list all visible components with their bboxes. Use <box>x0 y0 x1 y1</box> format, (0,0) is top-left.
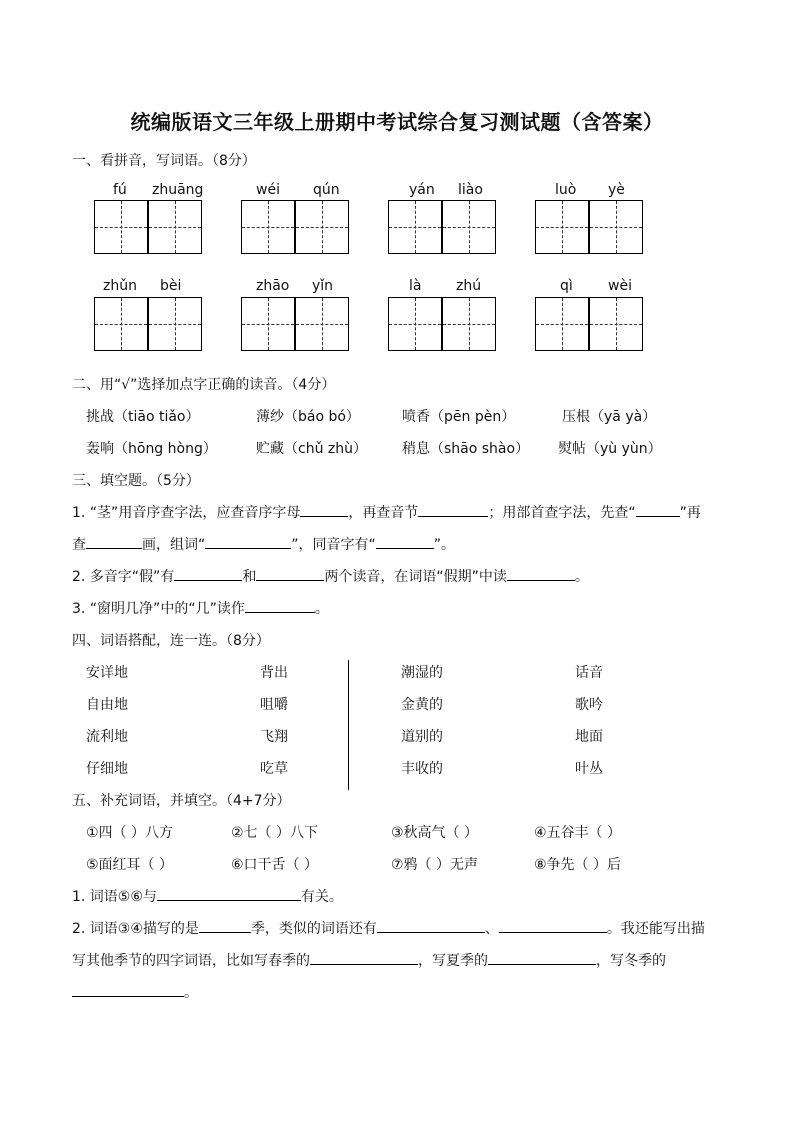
answer-blank[interactable] <box>86 534 142 549</box>
question-text: 和 <box>242 569 257 585</box>
writing-box[interactable] <box>148 200 202 254</box>
answer-blank[interactable] <box>376 534 434 549</box>
match-word[interactable]: 歌吟 <box>575 697 603 713</box>
pinyin: yǐn <box>312 278 334 294</box>
writing-box[interactable] <box>94 200 148 254</box>
question-text: ，写冬季的 <box>596 953 666 969</box>
pinyin: là <box>409 278 422 294</box>
question-5-2-cont <box>72 950 666 970</box>
writing-box[interactable] <box>148 297 202 351</box>
section-2-heading: 二、用“√”选择加点字正确的读音。（4分） <box>72 377 336 393</box>
idiom-item[interactable]: ⑧争先（ ）后 <box>534 857 622 873</box>
pinyin: fú <box>113 182 127 198</box>
writing-box[interactable] <box>241 297 295 351</box>
question-text: 1. 词语⑤⑥与 <box>72 889 157 905</box>
answer-blank[interactable] <box>256 566 324 581</box>
match-word[interactable]: 自由地 <box>86 697 128 713</box>
pinyin: zhāo <box>256 278 290 294</box>
section-1-heading: 一、看拼音，写词语。（8分） <box>72 153 256 169</box>
pinyin: qún <box>313 182 340 198</box>
match-word[interactable]: 丰收的 <box>401 761 443 777</box>
answer-blank[interactable] <box>174 566 242 581</box>
question-3-3 <box>72 598 329 618</box>
match-word[interactable]: 飞翔 <box>260 729 288 745</box>
question-text: ”再 <box>679 505 701 521</box>
match-word[interactable]: 吃草 <box>260 761 288 777</box>
writing-box[interactable] <box>295 200 349 254</box>
reading-choice[interactable]: 薄纱（báo bó） <box>256 409 360 425</box>
writing-box[interactable] <box>94 297 148 351</box>
answer-blank[interactable] <box>499 918 607 933</box>
writing-box[interactable] <box>442 297 496 351</box>
match-word[interactable]: 地面 <box>575 729 603 745</box>
answer-blank[interactable] <box>636 502 680 517</box>
section-4-heading: 四、词语搭配，连一连。（8分） <box>72 633 270 649</box>
question-text: 、 <box>484 921 499 937</box>
question-5-2-end <box>72 982 198 1002</box>
answer-blank[interactable] <box>199 918 251 933</box>
question-3-2 <box>72 566 589 586</box>
answer-blank[interactable] <box>157 886 301 901</box>
pinyin: liào <box>458 182 483 198</box>
idiom-item[interactable]: ③秋高气（ ） <box>391 825 479 841</box>
writing-box[interactable] <box>442 200 496 254</box>
question-text: 写其他季节的四字词语，比如写春季的 <box>72 953 310 969</box>
answer-blank[interactable] <box>245 598 315 613</box>
pinyin: zhǔn <box>103 278 137 294</box>
question-text: 。我还能写出描 <box>606 921 705 937</box>
question-text: 画，组词“ <box>142 537 206 553</box>
section-5-heading: 五、补充词语，并填空。（4+7分） <box>72 793 291 809</box>
reading-choice[interactable]: 熨帖（yù yùn） <box>558 441 662 457</box>
section-3-heading: 三、填空题。（5分） <box>72 473 200 489</box>
question-5-1 <box>72 886 343 906</box>
writing-box[interactable] <box>388 200 442 254</box>
answer-blank[interactable] <box>205 534 291 549</box>
pinyin: wéi <box>256 182 280 198</box>
pinyin: bèi <box>160 278 182 294</box>
question-text: 。 <box>184 985 198 1001</box>
match-word[interactable]: 叶丛 <box>575 761 603 777</box>
reading-choice[interactable]: 挑战（tiāo tiǎo） <box>86 409 200 425</box>
question-text: ，写夏季的 <box>418 953 488 969</box>
idiom-item[interactable]: ①四（ ）八方 <box>86 825 174 841</box>
match-word[interactable]: 仔细地 <box>86 761 128 777</box>
reading-choice[interactable]: 稍息（shāo shào） <box>402 441 530 457</box>
reading-choice[interactable]: 贮藏（chǔ zhù） <box>256 441 367 457</box>
writing-box[interactable] <box>589 200 643 254</box>
question-text: ，再查音节 <box>348 505 419 521</box>
question-text: ；用部首查字法，先查“ <box>488 505 636 521</box>
question-text: ”。 <box>433 537 456 553</box>
writing-box[interactable] <box>535 297 589 351</box>
idiom-item[interactable]: ⑤面红耳（ ） <box>86 857 174 873</box>
idiom-item[interactable]: ⑦鸦（ ）无声 <box>391 857 479 873</box>
answer-blank[interactable] <box>418 502 488 517</box>
idiom-item[interactable]: ④五谷丰（ ） <box>534 825 622 841</box>
idiom-item[interactable]: ⑥口干舌（ ） <box>231 857 319 873</box>
page-title: 统编版语文三年级上册期中考试综合复习测试题（含答案） <box>130 110 664 134</box>
match-word[interactable]: 安详地 <box>86 665 128 681</box>
pinyin: yán <box>409 182 435 198</box>
question-5-2 <box>72 918 705 938</box>
writing-box[interactable] <box>241 200 295 254</box>
question-text: 2. 多音字“假”有 <box>72 569 175 585</box>
reading-choice[interactable]: 喷香（pēn pèn） <box>402 409 516 425</box>
match-word[interactable]: 金黄的 <box>401 697 443 713</box>
question-text: ”，同音字有“ <box>291 537 376 553</box>
answer-blank[interactable] <box>72 982 184 997</box>
match-word[interactable]: 背出 <box>260 665 288 681</box>
question-text: 查 <box>72 537 86 553</box>
writing-box[interactable] <box>295 297 349 351</box>
divider-line <box>348 660 349 790</box>
question-3-1 <box>72 502 701 522</box>
question-text: 。 <box>574 569 589 585</box>
question-text: 有关。 <box>300 889 343 905</box>
pinyin: yè <box>608 182 625 198</box>
match-word[interactable]: 流利地 <box>86 729 128 745</box>
answer-blank[interactable] <box>300 502 348 517</box>
pinyin: luò <box>555 182 577 198</box>
question-3-1-cont <box>72 534 455 554</box>
match-word[interactable]: 话音 <box>575 665 603 681</box>
question-text: 3. “窗明几净”中的“几”读作 <box>72 601 245 617</box>
idiom-item[interactable]: ②七（ ）八下 <box>231 825 319 841</box>
question-text: 。 <box>314 601 329 617</box>
reading-choice[interactable]: 压根（yā yà） <box>562 409 657 425</box>
reading-choice[interactable]: 轰响（hōng hòng） <box>86 441 217 457</box>
writing-box[interactable] <box>388 297 442 351</box>
answer-blank[interactable] <box>310 950 418 965</box>
match-word[interactable]: 潮湿的 <box>401 665 443 681</box>
answer-blank[interactable] <box>377 918 485 933</box>
writing-box[interactable] <box>535 200 589 254</box>
pinyin: qì <box>560 278 573 294</box>
question-text: 季，类似的词语还有 <box>250 921 377 937</box>
pinyin: zhuāng <box>152 182 204 198</box>
pinyin: zhú <box>456 278 482 294</box>
question-text: 2. 词语③④描写的是 <box>72 921 199 937</box>
match-word[interactable]: 道别的 <box>401 729 443 745</box>
pinyin: wèi <box>608 278 632 294</box>
question-text: 两个读音，在词语“假期”中读 <box>324 569 507 585</box>
question-text: 1. “茎”用音序查字法，应查音序字母 <box>72 505 301 521</box>
answer-blank[interactable] <box>488 950 596 965</box>
answer-blank[interactable] <box>507 566 575 581</box>
writing-box[interactable] <box>589 297 643 351</box>
match-word[interactable]: 咀嚼 <box>260 697 288 713</box>
